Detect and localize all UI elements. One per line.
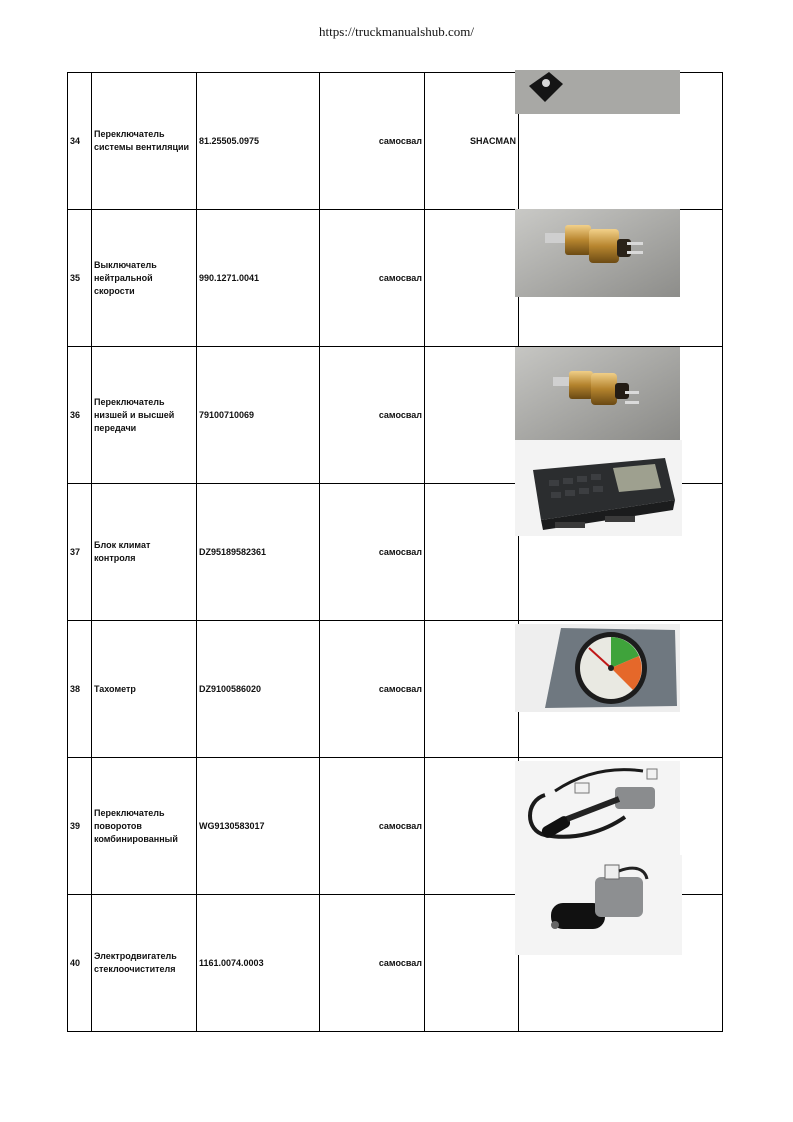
row-number: 34 <box>68 73 92 210</box>
row-number: 38 <box>68 621 92 758</box>
row-number: 40 <box>68 895 92 1032</box>
vehicle-type: самосвал <box>320 484 425 621</box>
climate-unit-photo <box>515 440 682 536</box>
vehicle-type: самосвал <box>320 347 425 484</box>
part-code: 990.1271.0041 <box>197 210 320 347</box>
vehicle-type: самосвал <box>320 73 425 210</box>
part-code: DZ9100586020 <box>197 621 320 758</box>
vehicle-type: самосвал <box>320 210 425 347</box>
wiper-motor-photo <box>515 855 682 955</box>
part-code: 81.25505.0975 <box>197 73 320 210</box>
page-header-url: https://truckmanualshub.com/ <box>319 24 474 39</box>
brand <box>425 758 519 895</box>
part-name: Переключатель системы вентиляции <box>92 73 197 210</box>
brand <box>425 347 519 484</box>
brand <box>425 484 519 621</box>
part-code: WG9130583017 <box>197 758 320 895</box>
turn-signal-switch-photo <box>515 761 680 855</box>
tachometer-photo <box>515 624 680 712</box>
row-number: 36 <box>68 347 92 484</box>
part-name: Электродвигатель стеклоочистителя <box>92 895 197 1032</box>
part-name: Блок климат контроля <box>92 484 197 621</box>
brand <box>425 895 519 1032</box>
brand <box>425 621 519 758</box>
part-code: DZ95189582361 <box>197 484 320 621</box>
gear-range-switch-photo <box>515 347 680 440</box>
vehicle-type: самосвал <box>320 895 425 1032</box>
brand <box>425 210 519 347</box>
row-number: 37 <box>68 484 92 621</box>
ventilation-switch-photo <box>515 70 680 114</box>
part-name: Переключатель низшей и высшей передачи <box>92 347 197 484</box>
row-number: 35 <box>68 210 92 347</box>
part-code: 79100710069 <box>197 347 320 484</box>
brand: SHACMAN <box>425 73 519 210</box>
row-number: 39 <box>68 758 92 895</box>
part-name: Тахометр <box>92 621 197 758</box>
part-name: Переключатель поворотов комбинированный <box>92 758 197 895</box>
part-code: 1161.0074.0003 <box>197 895 320 1032</box>
part-name: Выключатель нейтральной скорости <box>92 210 197 347</box>
vehicle-type: самосвал <box>320 758 425 895</box>
vehicle-type: самосвал <box>320 621 425 758</box>
neutral-switch-photo <box>515 209 680 297</box>
